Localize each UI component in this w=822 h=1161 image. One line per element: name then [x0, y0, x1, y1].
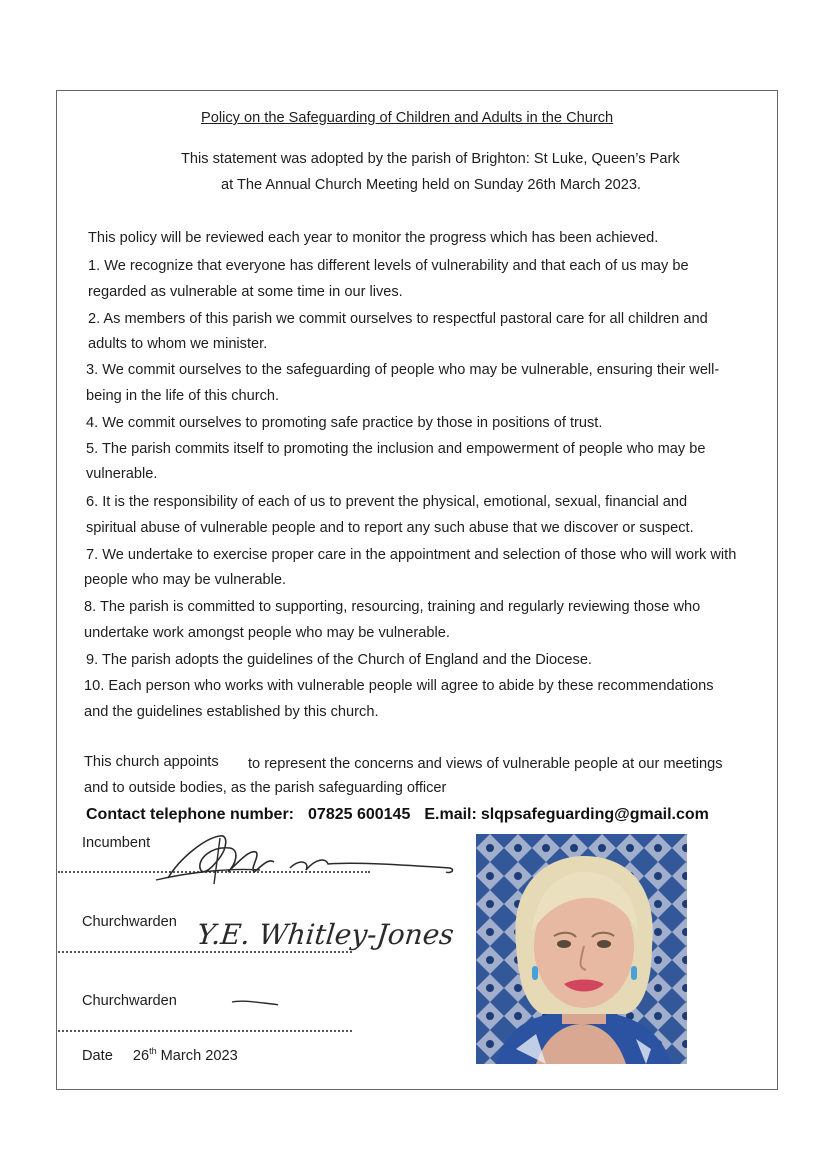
- email-address: slqpsafeguarding@gmail.com: [480, 806, 709, 823]
- policy-line: 1. We recognize that everyone has different levels of vulnerability and that each of us may be: [88, 258, 689, 274]
- policy-line: undertake work amongst people who may be vulnerable.: [84, 625, 450, 641]
- date-label: Date: [82, 1047, 113, 1064]
- email-label: E.mail:: [424, 806, 477, 823]
- policy-line: 5. The parish commits itself to promoting the inclusion and empowerment of people who may be: [86, 441, 706, 457]
- policy-line: 2. As members of this parish we commit ourselves to respectful pastoral care for all children and: [88, 311, 708, 327]
- safeguarding-officer-photo: [476, 834, 687, 1064]
- date-suffix: th: [149, 1046, 157, 1056]
- phone-number: 07825 600145: [308, 806, 411, 823]
- contact-line: [86, 806, 723, 824]
- churchwarden-2-signature-line: [58, 1030, 352, 1032]
- policy-line: being in the life of this church.: [86, 388, 280, 404]
- policy-line: 3. We commit ourselves to the safeguarding of people who may be vulnerable, ensuring their well-: [86, 362, 720, 378]
- policy-line: This policy will be reviewed each year to monitor the progress which has been achieved.: [88, 230, 659, 246]
- churchwarden-1-label: Churchwarden: [82, 914, 177, 930]
- policy-line: 10. Each person who works with vulnerable people will agree to abide by these recommendations: [84, 678, 714, 694]
- policy-line: and the guidelines established by this church.: [84, 704, 379, 720]
- policy-line: 7. We undertake to exercise proper care in the appointment and selection of those who will work with: [86, 547, 737, 563]
- churchwarden-2-label: Churchwarden: [82, 993, 177, 1009]
- policy-line: people who may be vulnerable.: [84, 572, 287, 588]
- policy-line: adults to whom we minister.: [88, 336, 268, 352]
- policy-line: regarded as vulnerable at some time in our lives.: [88, 284, 403, 300]
- policy-line: 8. The parish is committed to supporting, resourcing, training and regularly reviewing those who: [84, 599, 701, 615]
- appoint-line-part-1: This church appoints: [84, 754, 219, 770]
- portrait-image: [476, 834, 687, 1064]
- svg-text:Y.E. Whitley-Jones: Y.E. Whitley-Jones: [195, 918, 456, 951]
- phone-label: Contact telephone number:: [86, 806, 295, 823]
- policy-line: 4. We commit ourselves to promoting safe practice by those in positions of trust.: [86, 415, 603, 431]
- policy-line: 9. The parish adopts the guidelines of the Church of England and the Diocese.: [86, 652, 592, 668]
- policy-title: Policy on the Safeguarding of Children and Adults in the Church: [201, 110, 614, 126]
- policy-line: vulnerable.: [86, 466, 158, 482]
- churchwarden-2-signature: [230, 996, 282, 1010]
- adoption-line-2: at The Annual Church Meeting held on Sunday 26th March 2023.: [221, 177, 641, 193]
- appoint-line-2: and to outside bodies, as the parish safeguarding officer: [84, 780, 447, 796]
- churchwarden-1-signature: [196, 906, 471, 962]
- policy-line: spiritual abuse of vulnerable people and to report any such abuse that we discover or suspect.: [86, 520, 694, 536]
- date-rest: March 2023: [156, 1047, 238, 1064]
- appoint-line-part-2: to represent the concerns and views of vulnerable people at our meetings: [248, 756, 723, 772]
- date-day: 26: [132, 1047, 150, 1064]
- policy-line: 6. It is the responsibility of each of us to prevent the physical, emotional, sexual, financial and: [86, 494, 688, 510]
- adoption-line-1: This statement was adopted by the parish of Brighton: St Luke, Queen’s Park: [181, 151, 680, 167]
- incumbent-label: Incumbent: [82, 835, 151, 851]
- date-line: [82, 1046, 238, 1064]
- incumbent-signature: [150, 828, 470, 888]
